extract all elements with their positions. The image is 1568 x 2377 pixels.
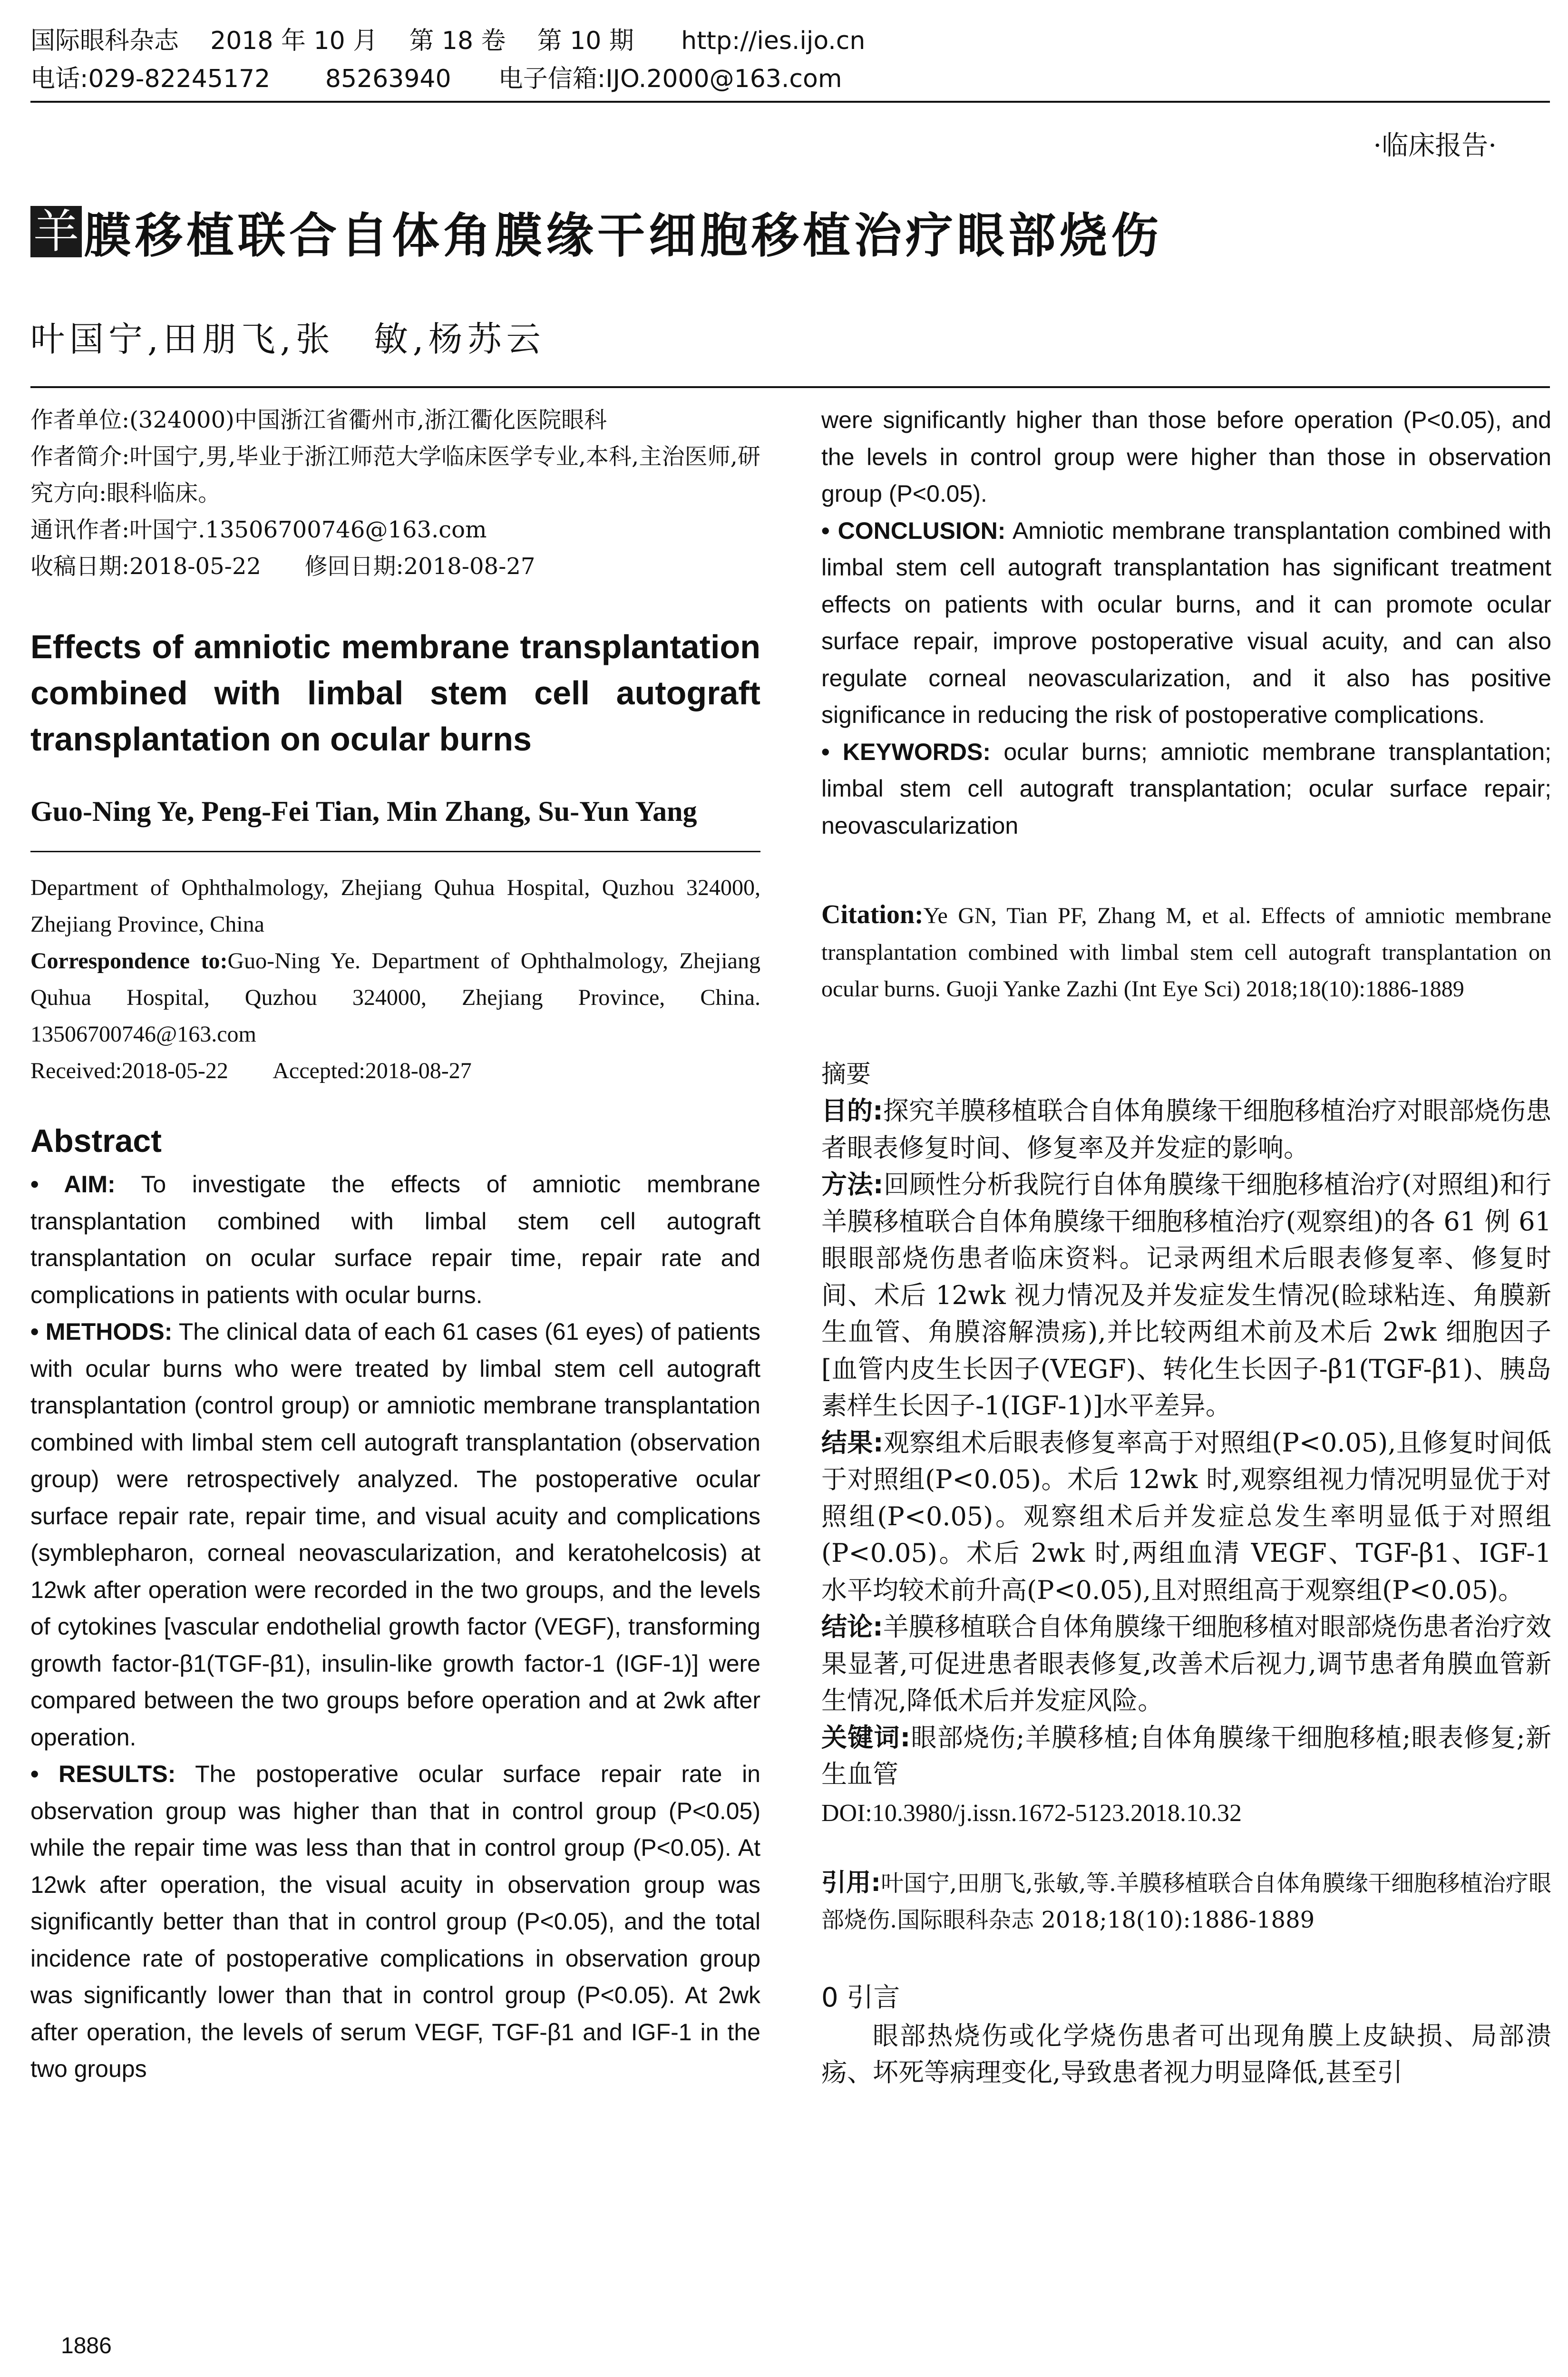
en-dates: Received:2018-05-22 Accepted:2018-08-27 — [30, 1058, 472, 1083]
doi: DOI:10.3980/j.issn.1672-5123.2018.10.32 — [821, 1799, 1242, 1827]
methods-label: • METHODS: — [30, 1318, 173, 1345]
cn-conclusion-label: 结论: — [821, 1612, 883, 1642]
cn-results-label: 结果: — [821, 1427, 884, 1458]
english-title: Effects of amniotic membrane transplantation combined with limbal stem cell autograft transplantation on ocular burns — [30, 628, 760, 758]
cn-aim-label: 目的: — [821, 1096, 883, 1126]
conclusion-text: Amniotic membrane transplantation combined with limbal stem cell autograft transplantation has significant treatment effects on patients with ocular burns, and it can promote ocular surface repair, improve postoperative visual acuity, and can also regulate corneal neovascularization, and it also has positive significance in reducing the risk of postoperative complications. — [821, 517, 1552, 728]
cn-keywords-label: 关键词: — [821, 1722, 911, 1753]
citation-text: Ye GN, Tian PF, Zhang M, et al. Effects of amniotic membrane transplantation combined with limbal stem cell autograft transplantation on ocular burns. Guoji Yanke Zazhi (Int Eye Sci) 2018;18(10):1886-1889 — [821, 903, 1551, 1002]
author-unit: 作者单位:(324000)中国浙江省衢州市,浙江衢化医院眼科 — [30, 407, 607, 433]
correspondence-label: Correspondence to: — [30, 948, 228, 974]
abstract-conclusion — [821, 513, 1551, 734]
title-text: 膜移植联合自体角膜缘干细胞移植治疗眼部烧伤 — [84, 208, 1162, 263]
affiliation: Department of Ophthalmology, Zhejiang Quhua Hospital, Quzhou 324000, Zhejiang Province, China — [30, 875, 760, 937]
intro-heading: 0 引言 — [821, 1982, 900, 2013]
cn-conclusion — [821, 1608, 1551, 1719]
abstract-keywords — [821, 734, 1551, 845]
results-label: • RESULTS: — [30, 1761, 176, 1787]
cn-aim — [821, 1092, 1551, 1166]
keywords-text: ocular burns; amniotic membrane transplantation; limbal stem cell autograft transplantation; ocular surface repair; neovascularization — [821, 738, 1551, 839]
cn-results-text: 观察组术后眼表修复率高于对照组(P<0.05),且修复时间低于对照组(P<0.05)。术后 12wk 时,观察组视力情况明显优于对照组(P<0.05)。观察组术后并发症总发生率明显低于对照组(P<0.05)。术后 2wk 时,两组血清 VEGF、TGF-β1、IGF-1 水平均较术前升高(P<0.05),且对照组高于观察组(P<0.05)。 — [821, 1427, 1551, 1605]
citation-label: Citation: — [821, 900, 924, 929]
abstract-results — [30, 1756, 760, 2088]
journal-header-line1: 国际眼科杂志 2018 年 10 月 第 18 卷 第 10 期 http://ies.ijo.cn — [30, 27, 866, 55]
cn-conclusion-text: 羊膜移植联合自体角膜缘干细胞移植对眼部烧伤患者治疗效果显著,可促进患者眼表修复,改善术后视力,调节患者角膜血管新生情况,降低术后并发症风险。 — [821, 1612, 1551, 1715]
results-text: The postoperative ocular surface repair rate in observation group was higher than that in control group (P<0.05) while the repair time was less than that in control group (P<0.05). At 12wk after operation, the visual acuity in observation group was significantly better than that in control group (P<0.05), and the total incidence rate of postoperative complications in observation group was significantly lower than that in control group (P<0.05). At 2wk after operation, the levels of serum VEGF, TGF-β1 and IGF-1 in the two groups — [30, 1761, 760, 2082]
right-column — [821, 402, 1551, 2091]
cn-aim-text: 探究羊膜移植联合自体角膜缘干细胞移植治疗对眼部烧伤患者眼表修复时间、修复率及并发症的影响。 — [821, 1096, 1551, 1163]
left-column — [30, 402, 760, 2088]
cn-abstract-heading: 摘要 — [821, 1060, 871, 1089]
affiliation-rule — [30, 851, 760, 852]
correspondence — [30, 943, 760, 1052]
english-authors: Guo-Ning Ye, Peng-Fei Tian, Min Zhang, Su-Yun Yang — [30, 796, 697, 827]
page-number: 1886 — [61, 2333, 112, 2358]
header-rule — [30, 101, 1550, 103]
cn-keywords — [821, 1719, 1551, 1793]
author-bio: 作者简介:叶国宁,男,毕业于浙江师范大学临床医学专业,本科,主治医师,研究方向:眼科临床。 — [30, 443, 760, 507]
section-label: ·临床报告· — [1373, 130, 1497, 161]
cn-methods — [821, 1166, 1551, 1424]
received-dates: 收稿日期:2018-05-22 修回日期:2018-08-27 — [30, 553, 536, 580]
title-rule — [30, 386, 1550, 388]
keywords-label: • KEYWORDS: — [821, 738, 991, 765]
title-drop-cap: 羊 — [30, 206, 82, 257]
conclusion-label: • CONCLUSION: — [821, 517, 1006, 544]
aim-text: To investigate the effects of amniotic membrane transplantation combined with limbal stem cell autograft transplantation on ocular surface repair time, repair rate and complications in patients with ocular burns. — [30, 1171, 760, 1308]
cn-keywords-text: 眼部烧伤;羊膜移植;自体角膜缘干细胞移植;眼表修复;新生血管 — [821, 1722, 1551, 1789]
correspondence-text: Guo-Ning Ye. Department of Ophthalmology, Zhejiang Quhua Hospital, Quzhou 324000, Zhejiang Province, China. 13506700746@163.com — [30, 948, 760, 1047]
intro-paragraph: 眼部热烧伤或化学烧伤患者可出现角膜上皮缺损、局部溃疡、坏死等病理变化,导致患者视力明显降低,甚至引 — [821, 2020, 1551, 2087]
cn-citation-text: 叶国宁,田朋飞,张敏,等.羊膜移植联合自体角膜缘干细胞移植治疗眼部烧伤.国际眼科杂志 2018;18(10):1886-1889 — [821, 1870, 1551, 1933]
cn-methods-text: 回顾性分析我院行自体角膜缘干细胞移植治疗(对照组)和行羊膜移植联合自体角膜缘干细胞移植治疗(观察组)的各 61 例 61 眼眼部烧伤患者临床资料。记录两组术后眼表修复率、修复时间、术后 12wk 视力情况及并发症发生情况(睑球粘连、角膜新生血管、角膜溶解溃疡),并比较两组术前及术后 2wk 细胞因子[血管内皮生长因子(VEGF)、转化生长因子-β1(TGF-β1)、胰岛素样生长因子-1(IGF-1)]水平差异。 — [821, 1169, 1551, 1421]
corresponding-author: 通讯作者:叶国宁.13506700746@163.com — [30, 516, 487, 543]
methods-text: The clinical data of each 61 cases (61 eyes) of patients with ocular burns who were treated by limbal stem cell autograft transplantation (control group) or amniotic membrane transplantation combined with limbal stem cell autograft transplantation (observation group) were retrospectively analyzed. The postoperative ocular surface repair rate, repair time, and visual acuity and complications (symblepharon, corneal neovascularization, and keratohelcosis) at 12wk after operation were recorded in the two groups, and the levels of cytokines [vascular endothelial growth factor (VEGF), transforming growth factor-β1(TGF-β1), insulin-like growth factor-1 (IGF-1)] were compared between the two groups before operation and at 2wk after operation. — [30, 1318, 760, 1751]
authors-chinese: 叶国宁,田朋飞,张 敏,杨苏云 — [30, 319, 545, 359]
cn-methods-label: 方法: — [821, 1169, 884, 1199]
abstract-heading: Abstract — [30, 1123, 162, 1159]
aim-label: • AIM: — [30, 1171, 116, 1198]
abstract-methods — [30, 1314, 760, 1756]
article-title — [30, 197, 1162, 266]
cn-citation — [821, 1865, 1551, 1939]
abstract-results-continued: were significantly higher than those before operation (P<0.05), and the levels in control group were higher than those in observation group (P<0.05). — [821, 407, 1551, 507]
journal-header-line2: 电话:029-82245172 85263940 电子信箱:IJO.2000@163.com — [30, 65, 842, 93]
citation — [821, 896, 1551, 1007]
cn-results — [821, 1424, 1551, 1609]
abstract-aim — [30, 1166, 760, 1314]
cn-citation-label: 引用: — [821, 1868, 881, 1897]
